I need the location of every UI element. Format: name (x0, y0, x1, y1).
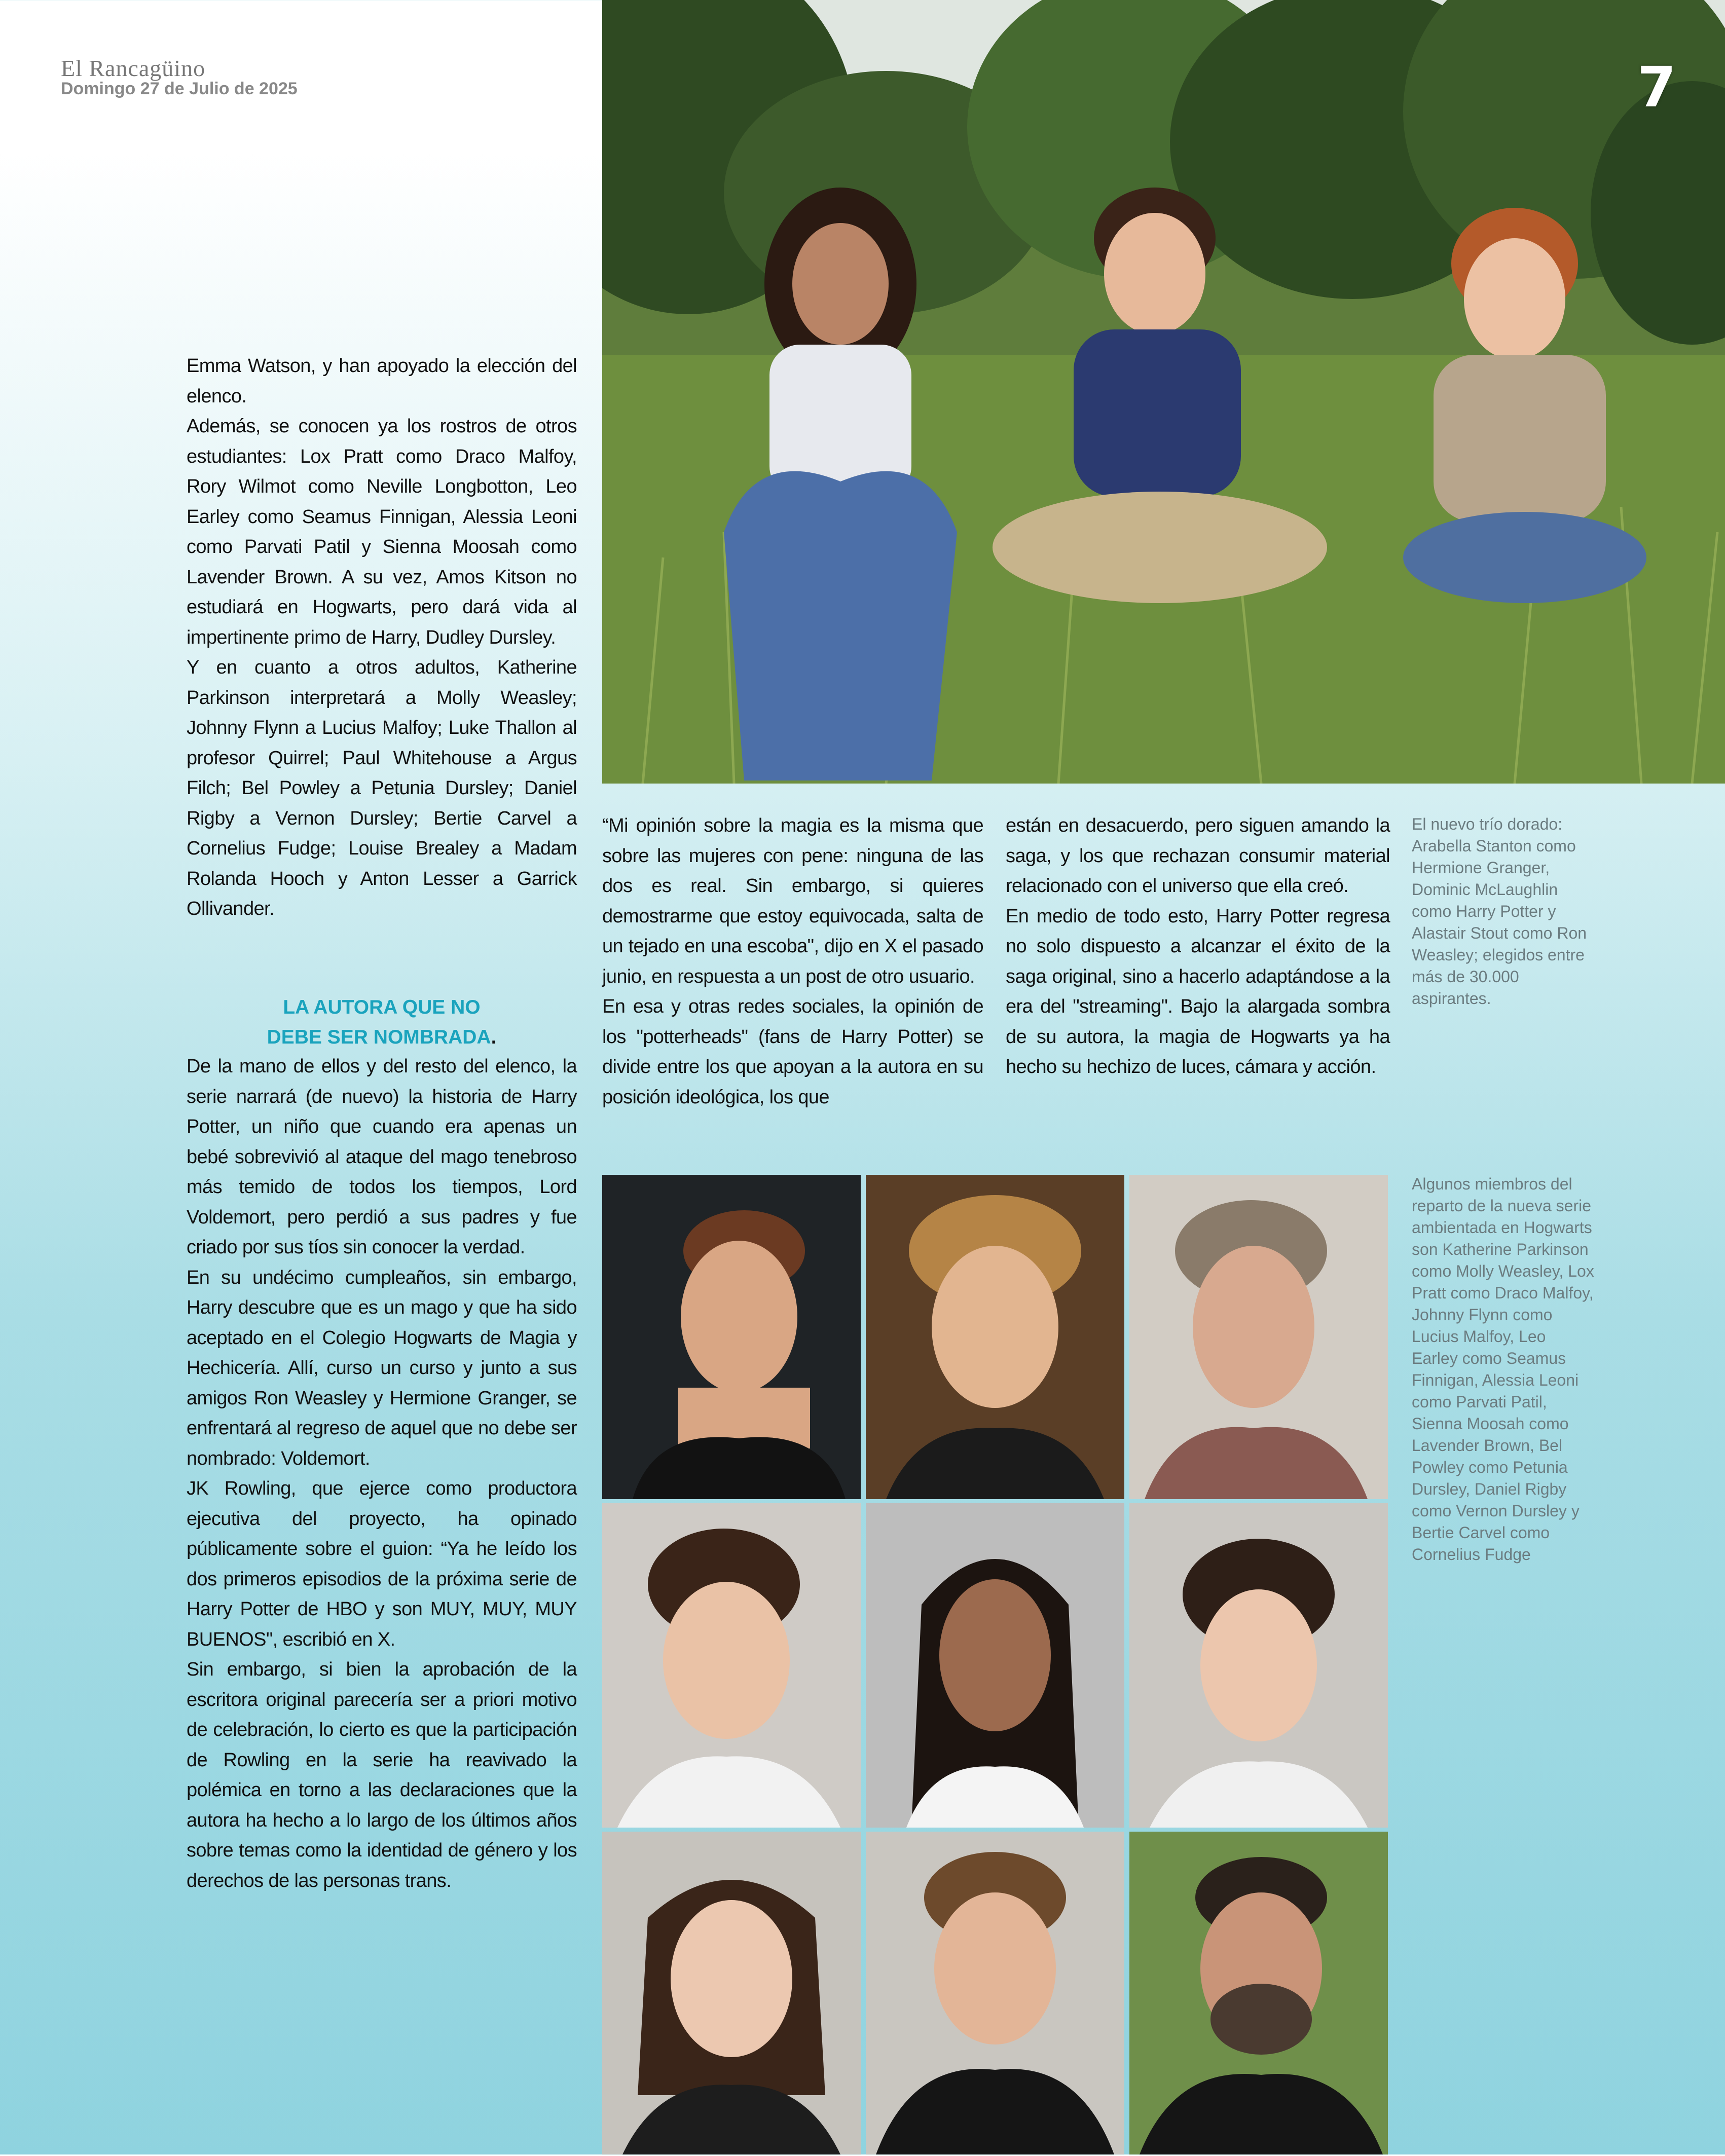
paragraph: Además, se conocen ya los rostros de otros estudiantes: Lox Pratt como Draco Malfoy, Rory Wilmot como Neville Longbotton, Leo Earley como Seamus Finnigan, Alessia Leoni como Parvati Patil y Sienna Moosah como Lavender Brown. A su vez, Amos Kitson no estudiará en Hogwarts, pero dará vida al impertinente primo de Harry, Dudley Dursley. (187, 416, 577, 648)
cast-portrait (866, 1503, 1124, 1828)
cast-portrait (1129, 1832, 1388, 2156)
article-column-3 (1006, 811, 1390, 1083)
cast-portrait (602, 1503, 861, 1828)
subhead-line-1: LA AUTORA QUE NO (283, 996, 481, 1018)
cast-portrait (866, 1832, 1124, 2156)
portrait-photo (866, 1175, 1124, 1499)
paragraph: Y en cuanto a otros adultos, Katherine Parkinson interpretará a Molly Weasley; Johnny Flynn a Lucius Malfoy; Luke Thallon al profesor Quirrel; Paul Whitehouse a Argus Filch; Bel Powley a Petunia Dursley; Daniel Rigby a Vernon Dursley; Bertie Carvel a Cornelius Fudge; Louise Brealey a Madam Rolanda Hooch y Anton Lesser a Garrick Ollivander. (187, 657, 577, 919)
portrait-photo (866, 1832, 1124, 2154)
publication-date: Domingo 27 de Julio de 2025 (61, 79, 298, 98)
cast-portrait (602, 1832, 861, 2156)
article-column-1 (187, 351, 577, 924)
paragraph: En su undécimo cumpleaños, sin embargo, Harry descubre que es un mago y que ha sido aceptado en el Colegio Hogwarts de Magia y Hechicería. Allí, curso un curso y junto a sus amigos Ron Weasley y Hermione Granger, se enfrentará al regreso de aquel que no debe ser nombrado: Voldemort. (187, 1267, 577, 1469)
subhead-line-2 (187, 1022, 577, 1052)
subhead-period: . (491, 1026, 497, 1048)
paragraph: “Mi opinión sobre la magia es la misma que sobre las mujeres con pene: ninguna de las dos es real. Sin embargo, si quieres demostrarme que estoy equivocada, salta de un tejado en una escoba", dijo en X el pasado junio, en respuesta a un post de otro usuario. (602, 815, 983, 987)
section-subhead (187, 992, 577, 1052)
portrait-photo (602, 1832, 861, 2154)
paragraph: En esa y otras redes sociales, la opinión de los "potterheads" (fans de Harry Potter) se divide entre los que apoyan a la autora en su posición ideológica, los que (602, 996, 983, 1108)
hero-photo-illustration (602, 0, 1725, 784)
paragraph: están en desacuerdo, pero siguen amando la saga, y los que rechazan consumir material relacionado con el universo que ella creó. (1006, 815, 1390, 897)
cast-grid-caption: Algunos miembros del reparto de la nueva serie ambientada en Hogwarts son Katherine Parkinson como Molly Weasley, Lox Pratt como Draco Malfoy, Johnny Flynn como Lucius Malfoy, Leo Earley como Seamus Finnigan, Alessia Leoni como Parvati Patil, Sienna Moosah como Lavender Brown, Bel Powley como Petunia Dursley, Daniel Rigby como Vernon Dursley y Bertie Carvel como Cornelius Fudge (1412, 1175, 1594, 1564)
portrait-photo (1129, 1832, 1388, 2154)
paragraph: Sin embargo, si bien la aprobación de la escritora original parecería ser a priori motivo de celebración, lo cierto es que la participación de Rowling en la serie ha reavivado la polémica en torno a las declaraciones que la autora ha hecho a lo largo de los últimos años sobre temas como la identidad de género y los derechos de las personas trans. (187, 1659, 577, 1891)
article-column-2 (602, 811, 983, 1112)
publication-name: El Rancagüino (61, 55, 206, 81)
page-number: 7 (1637, 55, 1676, 120)
portrait-photo (1129, 1175, 1388, 1499)
paragraph: Emma Watson, y han apoyado la elección del elenco. (187, 355, 577, 407)
paragraph: En medio de todo esto, Harry Potter regresa no solo dispuesto a alcanzar el éxito de la saga original, sino a hacerlo adaptándose a la era del "streaming". Bajo la alargada sombra de su autora, la magia de Hogwarts ya ha hecho su hechizo de luces, cámara y acción. (1006, 905, 1390, 1077)
cast-portrait (866, 1175, 1124, 1499)
hero-photo (602, 0, 1725, 784)
portrait-photo (1129, 1503, 1388, 1828)
subhead-line-2-text: DEBE SER NOMBRADA (267, 1026, 491, 1048)
article-column-1-continued (187, 1052, 577, 1896)
portrait-photo (866, 1503, 1124, 1828)
hero-photo-caption: El nuevo trío dorado: Arabella Stanton como Hermione Granger, Dominic McLaughlin como Harry Potter y Alastair Stout como Ron Weasley; elegidos entre más de 30.000 aspirantes. (1412, 815, 1587, 1008)
cast-portrait (1129, 1175, 1388, 1499)
paragraph: JK Rowling, que ejerce como productora ejecutiva del proyecto, ha opinado públicamente sobre el guion: “Ya he leído los dos primeros episodios de la próxima serie de Harry Potter de HBO y son MUY, MUY, MUY BUENOS", escribió en X. (187, 1478, 577, 1650)
paragraph: De la mano de ellos y del resto del elenco, la serie narrará (de nuevo) la historia de Harry Potter, un niño que cuando era apenas un bebé sobrevivió al ataque del mago tenebroso más temido de todos los tiempos, Lord Voldemort, pero perdió a sus padres y fue criado por sus tíos sin conocer la verdad. (187, 1056, 577, 1258)
cast-portrait (1129, 1503, 1388, 1828)
cast-portrait (602, 1175, 861, 1499)
portrait-photo (602, 1175, 861, 1499)
cast-portrait-grid (602, 1175, 1388, 2154)
portrait-photo (602, 1503, 861, 1828)
